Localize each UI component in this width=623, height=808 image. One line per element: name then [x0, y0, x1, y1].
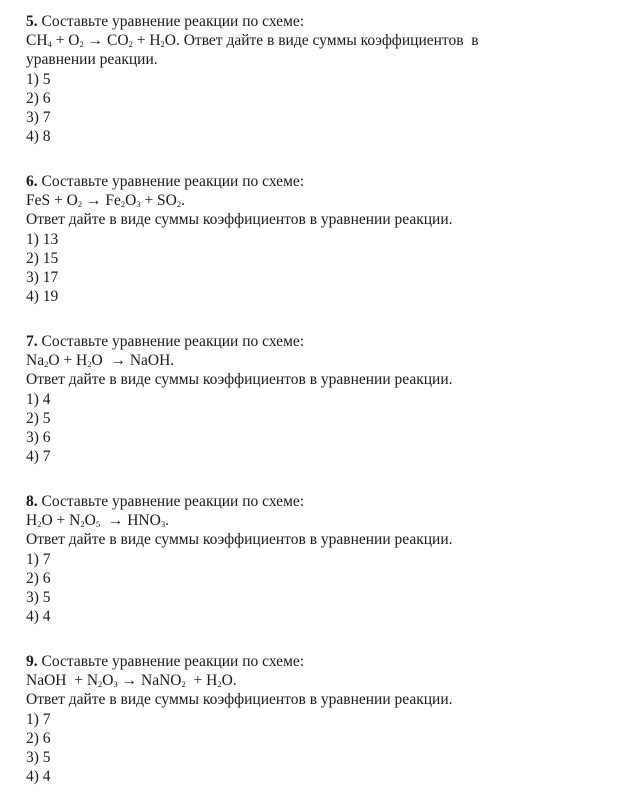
equation-text: O + H [48, 352, 88, 370]
task-heading [26, 172, 616, 191]
answer-option: 1) 13 [26, 230, 59, 248]
answer-option: 2) 6 [26, 89, 51, 107]
task-instruction: Ответ дайте в виде суммы коэффициентов в уравнении реакции. [26, 371, 453, 389]
subscript: 2 [37, 519, 42, 530]
answer-option: 1) 7 [26, 550, 51, 568]
reaction-equation [26, 191, 616, 210]
equation-text: + O [51, 32, 80, 50]
subscript: 3 [113, 679, 118, 690]
answer-option: 2) 6 [26, 569, 51, 587]
task-heading [26, 492, 616, 511]
reaction-equation [26, 31, 616, 50]
equation-text: H [26, 512, 38, 530]
subscript: 2 [79, 39, 84, 50]
task-heading [26, 332, 616, 351]
equation-text: O [102, 672, 114, 690]
task-number: 7. [26, 333, 38, 350]
equation-text: → NaNO [117, 672, 182, 690]
task-number: 6. [26, 173, 38, 190]
answer-option: 4) 8 [26, 128, 51, 146]
equation-text: FeS + O [26, 192, 78, 210]
equation-text: O. Ответ дайте в виде суммы коэффициентов в [164, 32, 479, 50]
subscript: 2 [160, 39, 165, 50]
equation-text: → Fe [82, 192, 121, 210]
answer-option: 3) 5 [26, 588, 51, 606]
equation-text: + H [132, 32, 161, 50]
task-6 [26, 172, 616, 306]
reaction-equation [26, 351, 616, 370]
subscript: 3 [136, 199, 141, 210]
equation-text: + SO [140, 192, 177, 210]
answer-option: 1) 4 [26, 390, 51, 408]
subscript: 2 [176, 199, 182, 210]
subscript: 2 [128, 39, 133, 50]
subscript: 2 [80, 519, 85, 530]
subscript: 3 [160, 519, 166, 530]
answer-option: 3) 5 [26, 748, 51, 766]
answer-option: 2) 5 [26, 409, 51, 427]
task-number: 9. [26, 653, 38, 670]
equation-text: CH [26, 32, 48, 50]
answer-option: 4) 7 [26, 448, 51, 466]
answer-option: 4) 4 [26, 768, 51, 786]
equation-text: → HNO [100, 512, 161, 530]
answer-option: 3) 6 [26, 428, 51, 446]
task-instruction: Ответ дайте в виде суммы коэффициентов в уравнении реакции. [26, 531, 453, 549]
answer-option: 2) 15 [26, 249, 59, 267]
equation-text: O. [221, 672, 237, 690]
equation-text: O → NaOH. [91, 352, 175, 370]
task-instruction: Ответ дайте в виде суммы коэффициентов в уравнении реакции. [26, 691, 453, 709]
answer-option: 2) 6 [26, 729, 51, 747]
equation-text: O + N [41, 512, 81, 530]
equation-text: NaOH + N [26, 672, 99, 690]
task-title: Составьте уравнение реакции по схеме: [37, 653, 305, 670]
equation-text: . [181, 192, 186, 210]
reaction-equation [26, 511, 616, 530]
subscript: 2 [98, 679, 103, 690]
answer-option: 3) 7 [26, 108, 51, 126]
task-heading [26, 652, 616, 671]
answer-option: 1) 7 [26, 710, 51, 728]
subscript: 2 [77, 199, 83, 210]
equation-text: + H [185, 672, 218, 690]
task-heading [26, 12, 616, 31]
subscript: 2 [87, 359, 92, 370]
task-number: 8. [26, 493, 38, 510]
task-9 [26, 652, 616, 786]
task-title: Составьте уравнение реакции по схеме: [37, 493, 305, 510]
reaction-equation [26, 671, 616, 690]
task-title: Составьте уравнение реакции по схеме: [37, 173, 305, 190]
subscript: 2 [120, 199, 126, 210]
subscript: 2 [217, 679, 222, 690]
answer-option: 1) 5 [26, 70, 51, 88]
subscript: 5 [95, 519, 101, 530]
equation-text: . [165, 512, 169, 530]
task-5 [26, 12, 616, 146]
equation-text: Na [26, 352, 45, 370]
equation-text: O [84, 512, 96, 530]
task-instruction: уравнении реакции. [26, 51, 158, 69]
answer-option: 4) 19 [26, 288, 59, 306]
subscript: 4 [47, 39, 52, 50]
task-title: Составьте уравнение реакции по схеме: [37, 13, 305, 30]
answer-option: 4) 4 [26, 608, 51, 626]
task-8 [26, 492, 616, 626]
task-7 [26, 332, 616, 466]
subscript: 2 [181, 679, 186, 690]
answer-option: 3) 17 [26, 268, 59, 286]
equation-text: → CO [83, 32, 129, 50]
equation-text: O [125, 192, 137, 210]
task-title: Составьте уравнение реакции по схеме: [37, 333, 305, 350]
task-number: 5. [26, 13, 38, 30]
task-instruction: Ответ дайте в виде суммы коэффициентов в уравнении реакции. [26, 211, 453, 229]
subscript: 2 [44, 359, 49, 370]
